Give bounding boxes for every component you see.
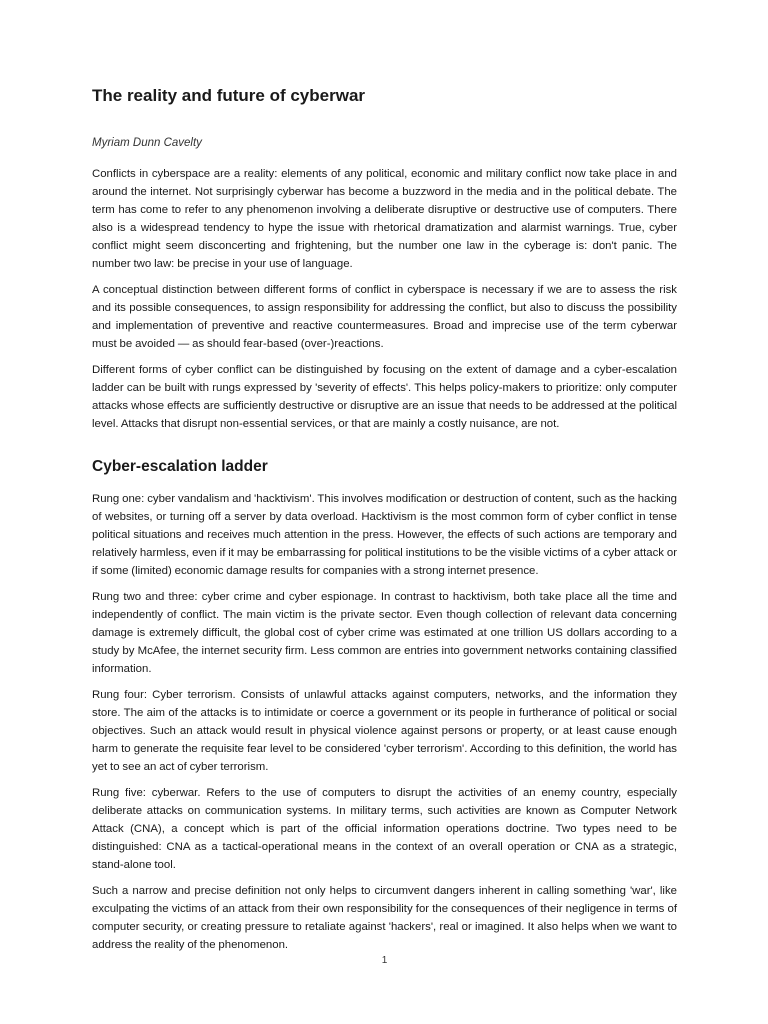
rung-two-three-paragraph: Rung two and three: cyber crime and cyber espionage. In contrast to hacktivism, both take place all the time and independently of conflict. The main victim is the private sector. Even though collection of relevant data concerning damage is extremely difficult, the global cost of cyber crime was estimated at one trillion US dollars according to a study by McAfee, the internet security firm. Less common are entries into government networks containing classified information. xyxy=(92,591,677,675)
intro-paragraph-1: Conflicts in cyberspace are a reality: elements of any political, economic and military conflict now take place in and around the internet. Not surprisingly cyberwar has become a buzzword in the media and in the political debate. The term has come to refer to any phenomenon involving a deliberate disruptive or destructive use of computers. There also is a widespread tendency to hype the issue with rhetorical dramatization and alarmist warnings. True, cyber conflict might seem disconcerting and frightening, but the number one law in the cyberage is: don't panic. The number two law: be precise in your use of language. xyxy=(92,168,677,270)
page-number: 1 xyxy=(381,955,388,966)
rung-one-paragraph: Rung one: cyber vandalism and 'hacktivism'. This involves modification or destruction of content, such as the hacking of websites, or turning off a server by data overload. Hacktivism is the most common form of cyber conflict in tense political situations and receives much attention in the press. However, the effects of such actions are temporary and relatively harmless, even if it may be embarrassing for political institutions to be the visible victims of a cyber attack or if some (limited) economic damage results for companies with a strong internet presence. xyxy=(92,493,677,577)
conclusion-paragraph: Such a narrow and precise definition not only helps to circumvent dangers inherent in calling something 'war', like exculpating the victims of an attack from their own responsibility for the consequences of their negligence in terms of computer security, or creating pressure to retaliate against 'hackers', real or imagined. It also helps when we want to address the reality of the phenomenon. xyxy=(92,885,677,951)
section-heading: Cyber-escalation ladder xyxy=(92,458,268,475)
rung-five-paragraph: Rung five: cyberwar. Refers to the use of computers to disrupt the activities of an enemy country, especially deliberate attacks on communication systems. In military terms, such activities are known as Computer Network Attack (CNA), a concept which is part of the official information operations doctrine. Two types need to be distinguished: CNA as a tactical-operational means in the context of an overall operation or CNA as a strategic, stand-alone tool. xyxy=(92,787,677,871)
intro-paragraph-3: Different forms of cyber conflict can be distinguished by focusing on the extent of damage and a cyber-escalation ladder can be built with rungs expressed by 'severity of effects'. This helps policy-makers to prioritize: only computer attacks whose effects are sufficiently destructive or disruptive are an issue that needs to be addressed at the political level. Attacks that disrupt non-essential services, or that are mainly a costly nuisance, are not. xyxy=(92,364,677,430)
author-name: Myriam Dunn Cavelty xyxy=(92,137,202,149)
section-heading-block xyxy=(92,458,677,476)
rung-four-paragraph: Rung four: Cyber terrorism. Consists of unlawful attacks against computers, networks, and the information they store. The aim of the attacks is to intimidate or coerce a government or its people in furtherance of political or social objectives. Such an attack would result in physical violence against persons or property, or at least cause enough harm to generate the requisite fear level to be considered 'cyber terrorism'. According to this definition, the world has yet to see an act of cyber terrorism. xyxy=(92,689,677,773)
intro-section xyxy=(92,165,677,441)
intro-paragraph-2: A conceptual distinction between different forms of conflict in cyberspace is necessary if we are to assess the risk and its possible consequences, to assign responsibility for addressing the conflict, but also to discuss the possibility and implementation of preventive and reactive countermeasures. Broad and imprecise use of the term cyberwar must be avoided — as should fear-based (over-)reactions. xyxy=(92,284,677,350)
escalation-ladder-section xyxy=(92,490,677,962)
document-title: The reality and future of cyberwar xyxy=(92,86,366,105)
document-page xyxy=(92,0,677,1024)
